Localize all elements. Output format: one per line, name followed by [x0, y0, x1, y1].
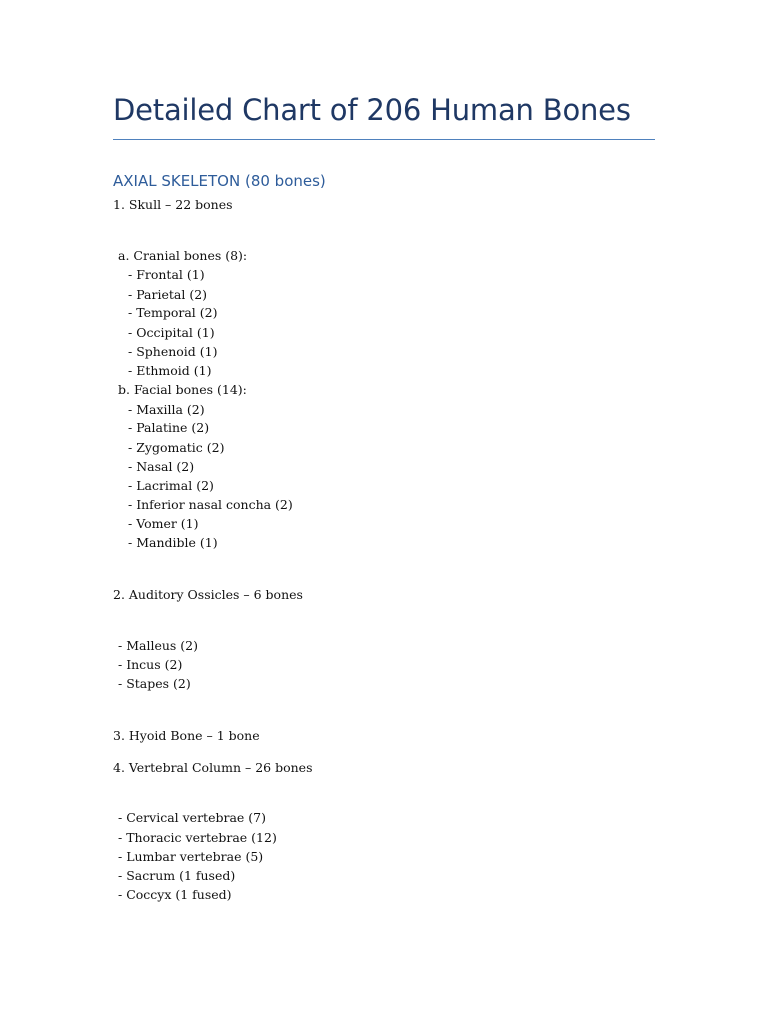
list-item: - Maxilla (2): [128, 402, 205, 417]
list-item: - Parietal (2): [128, 287, 208, 302]
list-item: - Malleus (2): [118, 638, 198, 653]
list-item: - Mandible (1): [128, 535, 218, 550]
list-item: - Palatine (2): [128, 420, 210, 435]
list-item: - Zygomatic (2): [128, 440, 225, 455]
list-item: - Frontal (1): [128, 267, 205, 282]
list-item: - Sphenoid (1): [128, 344, 218, 359]
list-item: - Occipital (1): [128, 325, 215, 340]
ossicles-heading: 2. Auditory Ossicles – 6 bones: [113, 587, 303, 602]
list-item: - Inferior nasal concha (2): [128, 497, 293, 512]
vertebral-heading: 4. Vertebral Column – 26 bones: [113, 760, 313, 775]
cranial-heading: a. Cranial bones (8):: [118, 248, 248, 263]
document-title: Detailed Chart of 206 Human Bones: [113, 93, 631, 127]
list-item: - Vomer (1): [128, 516, 199, 531]
list-item: - Lacrimal (2): [128, 478, 214, 493]
title-underline-rule: [113, 139, 655, 140]
list-item: - Cervical vertebrae (7): [118, 810, 266, 825]
section-heading-axial: AXIAL SKELETON (80 bones): [113, 172, 326, 190]
list-item: - Lumbar vertebrae (5): [118, 849, 264, 864]
hyoid-heading: 3. Hyoid Bone – 1 bone: [113, 728, 260, 743]
list-item: - Thoracic vertebrae (12): [118, 830, 277, 845]
list-item: - Ethmoid (1): [128, 363, 212, 378]
list-item: - Coccyx (1 fused): [118, 887, 232, 902]
list-item: - Incus (2): [118, 657, 183, 672]
skull-heading: 1. Skull – 22 bones: [113, 197, 233, 212]
list-item: - Nasal (2): [128, 459, 195, 474]
list-item: - Sacrum (1 fused): [118, 868, 236, 883]
list-item: - Stapes (2): [118, 676, 191, 691]
facial-heading: b. Facial bones (14):: [118, 382, 247, 397]
list-item: - Temporal (2): [128, 305, 218, 320]
